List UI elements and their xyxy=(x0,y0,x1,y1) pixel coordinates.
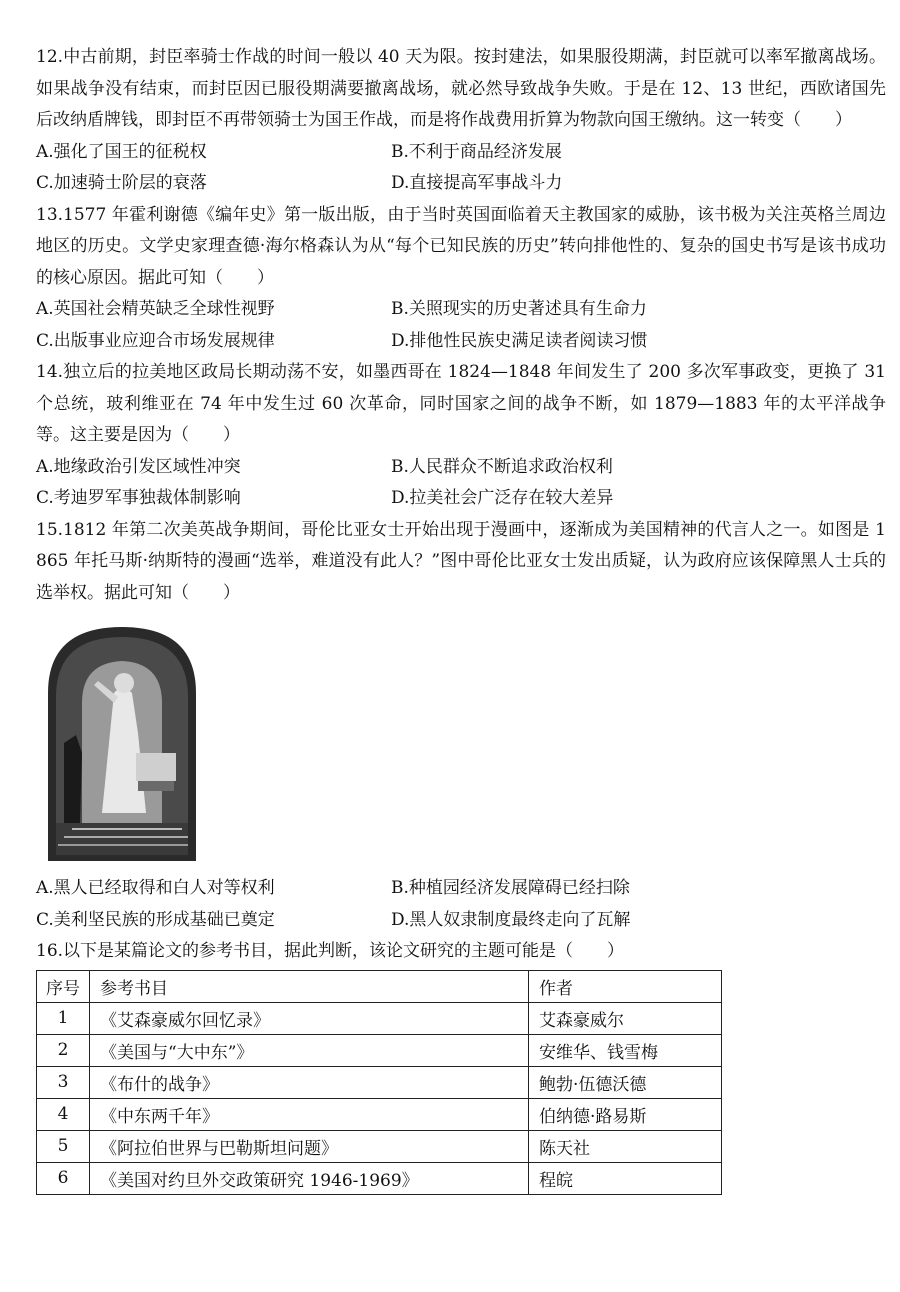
option-a: A.地缘政治引发区域性冲突 xyxy=(36,456,241,477)
cartoon-illustration xyxy=(42,623,202,863)
option-a: A.黑人已经取得和白人对等权利 xyxy=(36,878,275,898)
question-16 xyxy=(36,936,886,1195)
option-b: B.人民群众不断追求政治权利 xyxy=(391,456,613,477)
option-d: D.排他性民族史满足读者阅读习惯 xyxy=(391,330,648,351)
cell-number: 5 xyxy=(37,1130,90,1162)
options xyxy=(36,294,886,357)
table-row xyxy=(37,1034,722,1066)
table-row xyxy=(37,1162,722,1194)
options xyxy=(36,873,886,936)
cell-number: 4 xyxy=(37,1098,90,1130)
table-header-row xyxy=(37,970,722,1002)
question-stem: 12.中古前期，封臣率骑士作战的时间一般以 40 天为限。按封建法，如果服役期满，封臣就可以率军撤离战场。如果战争没有结束，而封臣因已服役期满要撤离战场，就必然导致战争失败。于是在 12、13 世纪，西欧诸国先后改纳盾牌钱，即封臣不再带领骑士为国王作战，而是将作战费用折算为物款向国王缴纳。这一转变（ ） xyxy=(36,47,886,130)
option-c: C.加速骑士阶层的衰落 xyxy=(36,173,207,193)
cell-author: 安维华、钱雪梅 xyxy=(529,1034,722,1066)
question-13 xyxy=(36,200,886,358)
cell-author: 程皖 xyxy=(529,1162,722,1194)
option-c: C.美利坚民族的形成基础已奠定 xyxy=(36,909,275,930)
question-12 xyxy=(36,42,886,200)
header-bibliography: 参考书目 xyxy=(90,970,529,1002)
options xyxy=(36,137,886,200)
question-14 xyxy=(36,357,886,515)
question-stem: 16.以下是某篇论文的参考书目，据此判断，该论文研究的主题可能是（ ） xyxy=(36,941,625,961)
reference-table xyxy=(36,970,722,1195)
cell-book: 《艾森豪威尔回忆录》 xyxy=(90,1002,529,1034)
options xyxy=(36,452,886,515)
option-b: B.种植园经济发展障碍已经扫除 xyxy=(391,878,630,898)
option-b: B.关照现实的历史著述具有生命力 xyxy=(391,299,647,319)
cell-book: 《布什的战争》 xyxy=(90,1066,529,1098)
table-row xyxy=(37,1130,722,1162)
option-d: D.直接提高军事战斗力 xyxy=(391,173,563,193)
cell-author: 陈天社 xyxy=(529,1130,722,1162)
option-c: C.考迪罗军事独裁体制影响 xyxy=(36,488,241,508)
question-stem: 14.独立后的拉美地区政局长期动荡不安，如墨西哥在 1824—1848 年间发生了 200 多次军事政变，更换了 31 个总统，玻利维亚在 74 年中发生过 60 次革命，同时国家之间的战争不断，如 1879—1883 年的太平洋战争等。这主要是因为（ ） xyxy=(36,362,886,445)
table-row xyxy=(37,1066,722,1098)
question-stem: 13.1577 年霍利谢德《编年史》第一版出版，由于当时英国面临着天主教国家的威胁，该书极为关注英格兰周边地区的历史。文学史家理查德·海尔格森认为从“每个已知民族的历史”转向排他性的、复杂的国史书写是该书成功的核心原因。据此可知（ ） xyxy=(36,204,886,288)
option-d: D.拉美社会广泛存在较大差异 xyxy=(391,488,614,508)
cell-number: 1 xyxy=(37,1002,90,1034)
cell-author: 伯纳德·路易斯 xyxy=(529,1098,722,1130)
option-c: C.出版事业应迎合市场发展规律 xyxy=(36,330,275,351)
cell-author: 鲍勃·伍德沃德 xyxy=(529,1066,722,1098)
table-row xyxy=(37,1098,722,1130)
table-row xyxy=(37,1002,722,1034)
question-15 xyxy=(36,515,886,937)
option-a: A.英国社会精英缺乏全球性视野 xyxy=(36,299,275,319)
exam-page xyxy=(36,42,886,1195)
cell-book: 《美国对约旦外交政策研究 1946-1969》 xyxy=(90,1162,529,1194)
header-number: 序号 xyxy=(37,970,90,1002)
cell-author: 艾森豪威尔 xyxy=(529,1002,722,1034)
option-a: A.强化了国王的征税权 xyxy=(36,141,207,162)
cell-book: 《阿拉伯世界与巴勒斯坦问题》 xyxy=(90,1130,529,1162)
question-stem: 15.1812 年第二次美英战争期间，哥伦比亚女士开始出现于漫画中，逐渐成为美国精神的代言人之一。如图是 1865 年托马斯·纳斯特的漫画“选举，难道没有此人？”图中哥伦比亚女士发出质疑，认为政府应该保障黑人士兵的选举权。据此可知（ ） xyxy=(36,519,886,603)
cell-book: 《中东两千年》 xyxy=(90,1098,529,1130)
option-d: D.黑人奴隶制度最终走向了瓦解 xyxy=(391,909,631,930)
cell-number: 2 xyxy=(37,1034,90,1066)
cell-book: 《美国与“大中东”》 xyxy=(90,1034,529,1066)
cell-number: 3 xyxy=(37,1066,90,1098)
cell-number: 6 xyxy=(37,1162,90,1194)
option-b: B.不利于商品经济发展 xyxy=(391,141,562,162)
header-author: 作者 xyxy=(529,970,722,1002)
